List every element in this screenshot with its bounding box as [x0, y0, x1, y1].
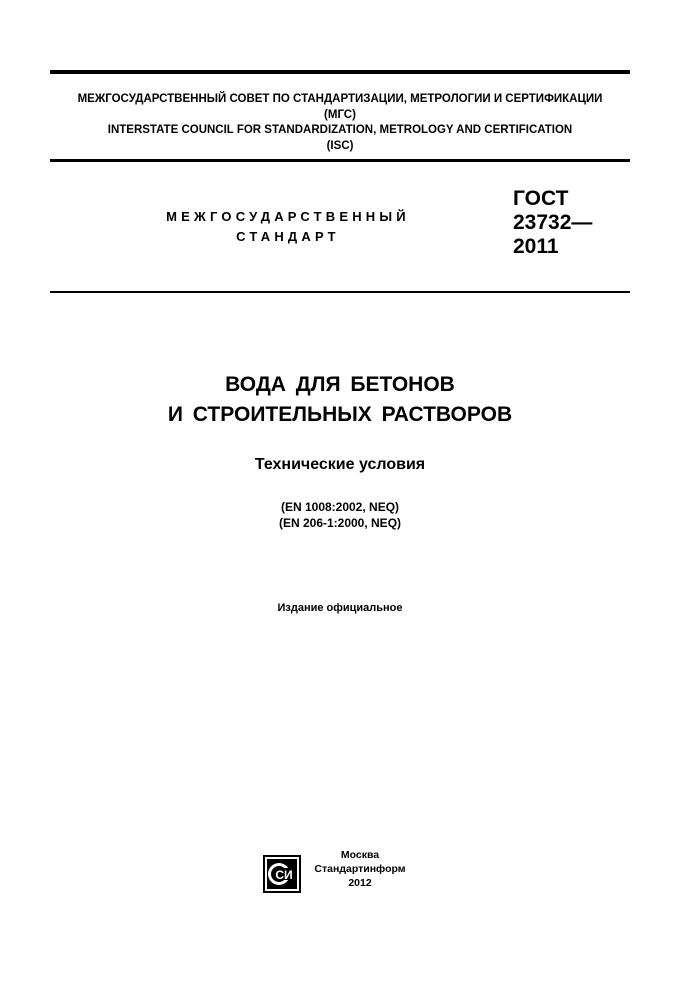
document-title [50, 370, 630, 430]
council-header [50, 92, 630, 154]
publisher-name: Стандартинформ [314, 863, 406, 875]
edition-note: Издание официальное [277, 602, 403, 614]
standard-kind-line-1: МЕЖГОСУДАРСТВЕННЫЙ [166, 209, 410, 224]
gost-year: 2011 [513, 235, 559, 258]
council-abbr-en: (ISC) [326, 139, 354, 152]
council-name-en: INTERSTATE COUNCIL FOR STANDARDIZATION, METROLOGY AND CERTIFICATION [107, 124, 573, 136]
title-line-2: И СТРОИТЕЛЬНЫХ РАСТВОРОВ [167, 403, 513, 426]
gost-label: ГОСТ [513, 187, 569, 210]
standartinform-logo-icon [263, 855, 301, 893]
publisher-block [305, 848, 415, 890]
standard-references [50, 499, 630, 531]
gost-code: 23732— [513, 211, 593, 234]
reference-en-206: (EN 206-1:2000, NEQ) [278, 516, 402, 530]
standard-kind-line-2: СТАНДАРТ [236, 229, 340, 244]
title-line-1: ВОДА ДЛЯ БЕТОНОВ [225, 373, 455, 396]
publisher-city: Москва [340, 849, 380, 861]
document-subtitle: Технические условия [254, 456, 426, 473]
publisher-year: 2012 [348, 877, 372, 889]
reference-en-1008: (EN 1008:2002, NEQ) [280, 500, 400, 514]
standard-kind [118, 207, 458, 247]
header-bottom-rule [50, 159, 630, 162]
section-rule [50, 291, 630, 293]
council-name-ru: МЕЖГОСУДАРСТВЕННЫЙ СОВЕТ ПО СТАНДАРТИЗАЦИИ, МЕТРОЛОГИИ И СЕРТИФИКАЦИИ [77, 93, 603, 105]
top-thick-rule [50, 70, 630, 74]
council-abbr-ru: (МГС) [324, 108, 356, 121]
logo-letters: СИ [275, 868, 293, 882]
gost-number [513, 187, 592, 259]
